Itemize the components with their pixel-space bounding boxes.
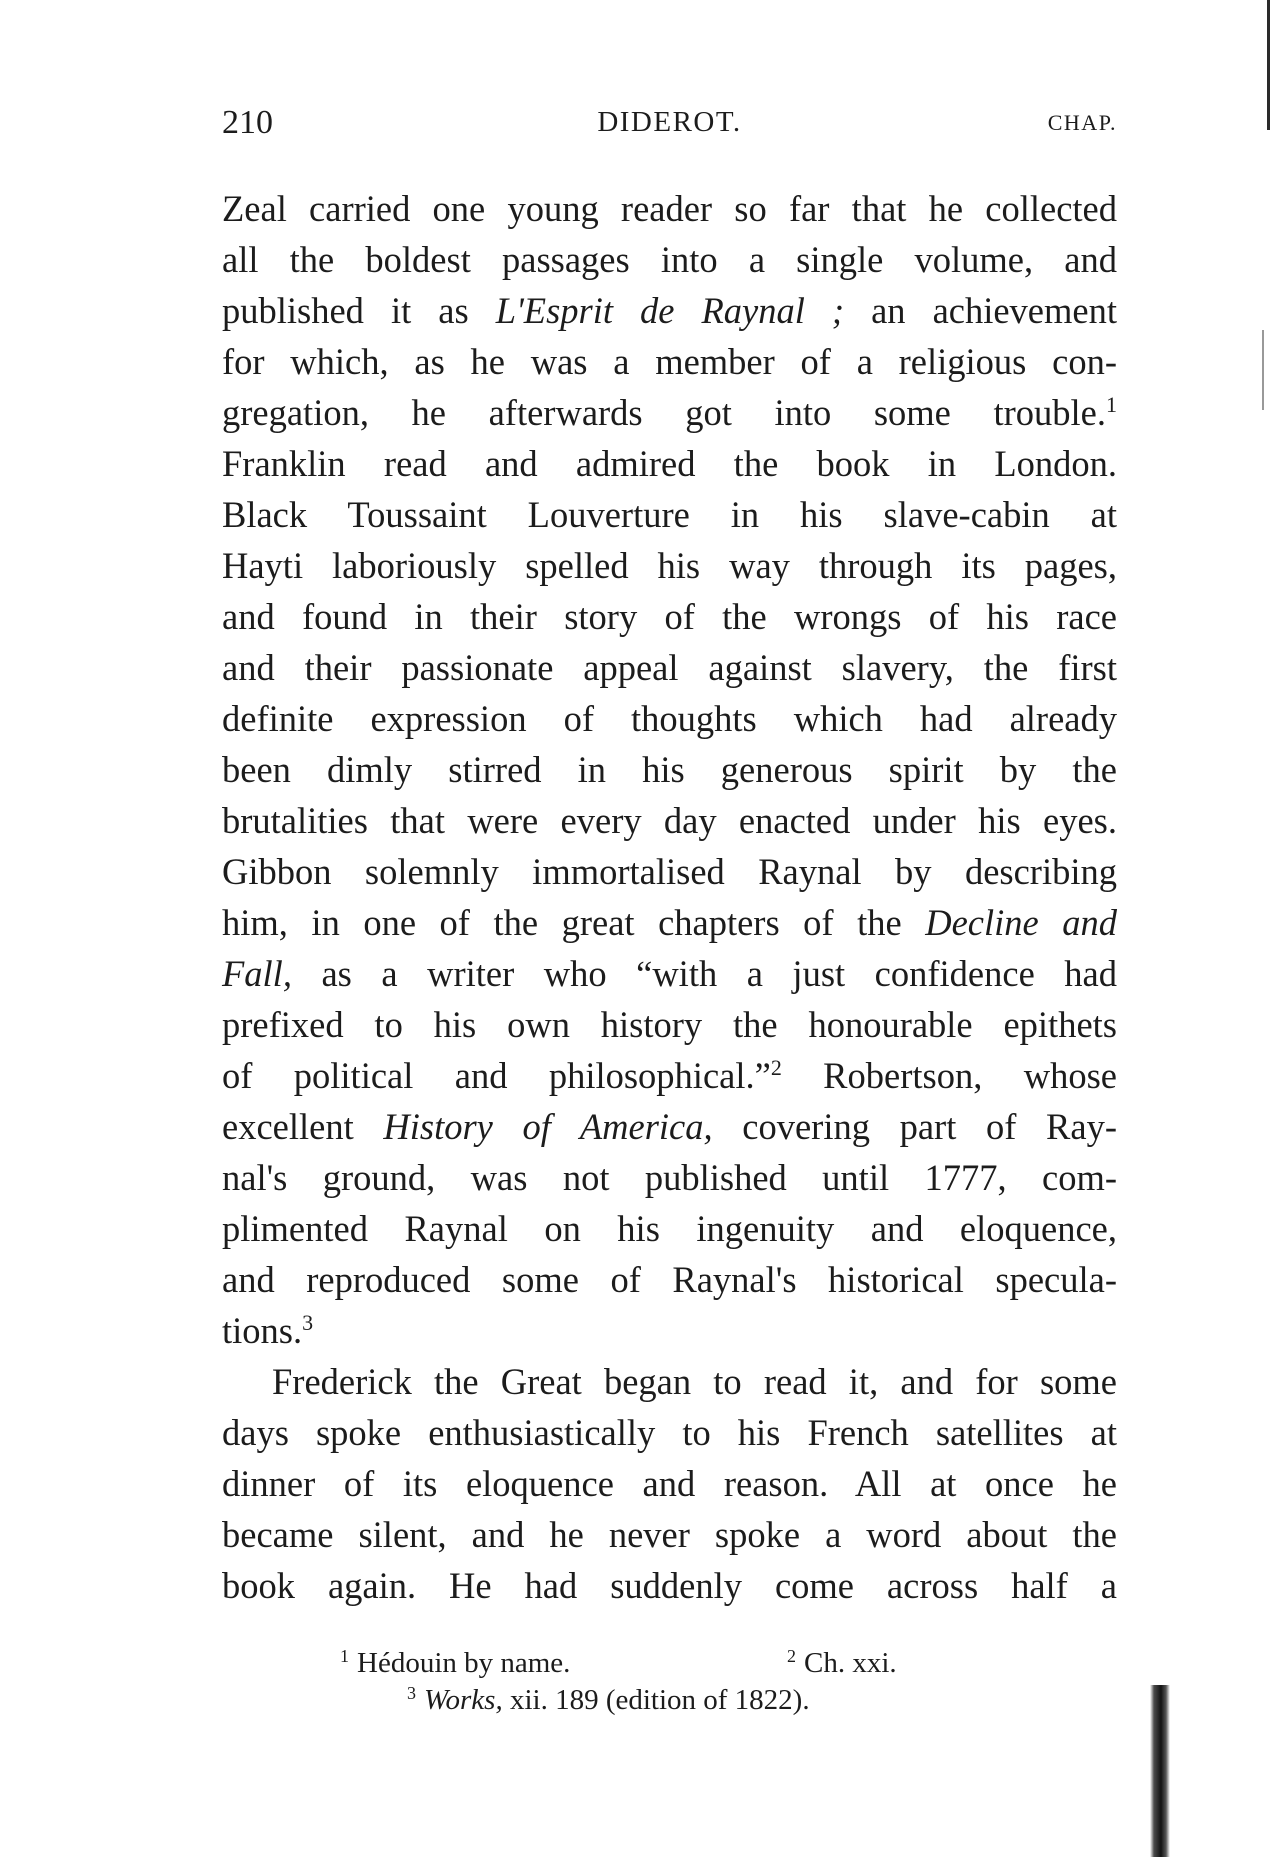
running-header (222, 104, 1117, 146)
text-line: for which, as he was a member of a religious con- (222, 341, 1117, 382)
scan-edge-mark (1262, 330, 1264, 410)
page-number: 210 (222, 104, 273, 141)
italic-title: Works, (424, 1684, 503, 1716)
text-line: tions.$^3$ (222, 1310, 314, 1351)
footnote-row (222, 1682, 1117, 1719)
text-line: Black Toussaint Louverture in his slave-cabin at (222, 494, 1117, 535)
body-text (222, 183, 1117, 1611)
footnote-ref-1: 1 (1106, 392, 1117, 417)
text-line: Zeal carried one young reader so far that he collected (222, 188, 1117, 229)
footnote-marker: 2 (787, 1646, 796, 1666)
italic-title: Fall, (222, 953, 292, 994)
footnote-marker: 1 (340, 1646, 349, 1666)
footnote-2: $^2$ Ch. xxi. (787, 1646, 897, 1679)
running-title: DIDEROT. (597, 106, 742, 138)
text-line: and found in their story of the wrongs of his race (222, 596, 1117, 637)
text-line: book again. He had suddenly come across half a (222, 1565, 1117, 1606)
footnote-1: $^1$ Hédouin by name. (340, 1646, 571, 1679)
text-line: prefixed to his own history the honourable epithets (222, 1004, 1117, 1045)
text-line: brutalities that were every day enacted under his eyes. (222, 800, 1117, 841)
text-line: days spoke enthusiastically to his French satellites at (222, 1412, 1117, 1453)
text-line: been dimly stirred in his generous spirit by the (222, 749, 1117, 790)
footnote-ref-2: 2 (770, 1055, 782, 1080)
text-line: Frederick the Great began to read it, and for some (272, 1361, 1117, 1402)
text-line: plimented Raynal on his ingenuity and eloquence, (222, 1208, 1117, 1249)
scan-binding-shadow (1150, 1685, 1170, 1857)
text-line: definite expression of thoughts which had already (222, 698, 1117, 739)
text-line: excellent History of America, covering part of Ray- (222, 1106, 1117, 1147)
footnote-marker: 3 (407, 1683, 416, 1703)
text-line: and their passionate appeal against slavery, the first (222, 647, 1117, 688)
footnote-row (222, 1645, 1117, 1682)
chapter-label: CHAP. (1047, 110, 1117, 135)
text-line: Gibbon solemnly immortalised Raynal by describing (222, 851, 1117, 892)
text-line: became silent, and he never spoke a word about the (222, 1514, 1117, 1555)
footnote-ref-3: 3 (302, 1310, 314, 1335)
text-line: dinner of its eloquence and reason. All at once he (222, 1463, 1117, 1504)
text-line: Franklin read and admired the book in London. (222, 443, 1117, 484)
paragraph-2 (222, 1356, 1117, 1611)
text-line: nal's ground, was not published until 1777, com- (222, 1157, 1117, 1198)
text-line: gregation, he afterwards got into some trouble.$^1$ (222, 392, 1117, 433)
text-line: him, in one of the great chapters of the Decline and (222, 902, 1117, 943)
text-line: and reproduced some of Raynal's historical specula- (222, 1259, 1117, 1300)
italic-title: Decline and (925, 902, 1117, 943)
text-line: published it as L'Esprit de Raynal ; an achievement (222, 290, 1117, 331)
scan-edge-mark (1267, 0, 1270, 130)
footnote-3: $^3$ Works, xii. 189 (edition of 1822). (407, 1683, 810, 1716)
text-line: of political and philosophical.”$^2$ Robertson, whose (222, 1055, 1117, 1096)
footnotes (222, 1645, 1117, 1719)
text-line: Fall, as a writer who “with a just confidence had (222, 953, 1117, 994)
text-line: Hayti laboriously spelled his way through its pages, (222, 545, 1117, 586)
italic-title: History of America, (383, 1106, 713, 1147)
text-line: all the boldest passages into a single volume, and (222, 239, 1117, 280)
paragraph-1 (222, 183, 1117, 1356)
italic-title: L'Esprit de Raynal ; (495, 290, 845, 331)
